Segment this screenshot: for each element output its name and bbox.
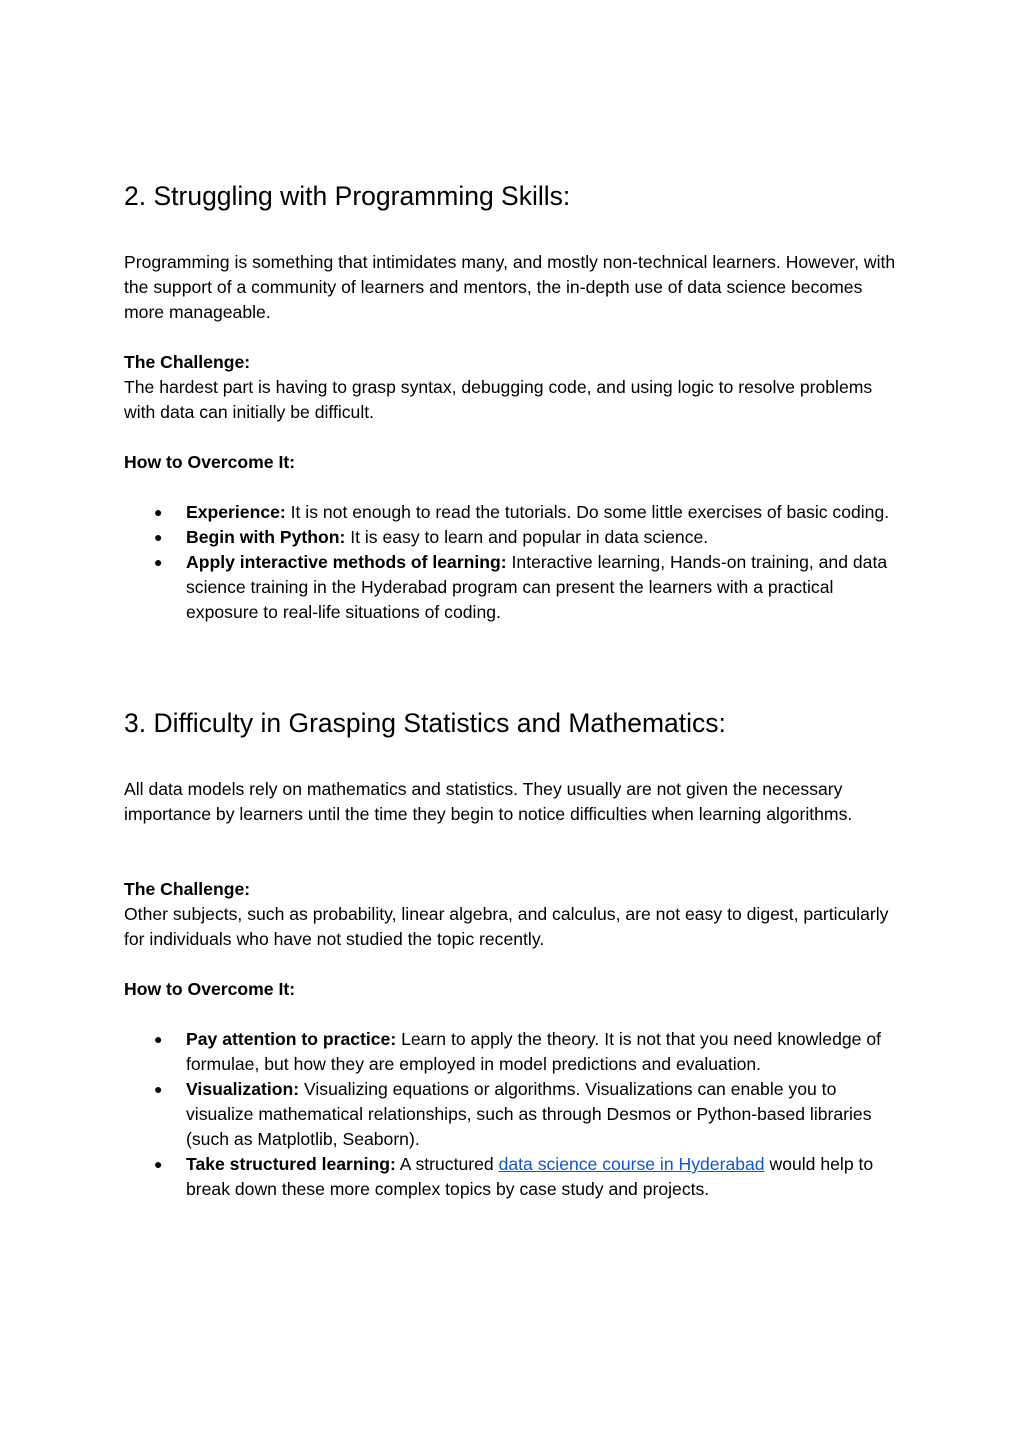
section-3-challenge-text: Other subjects, such as probability, linear algebra, and calculus, are not easy to digest, particularly for individuals who have not studied the topic recently. [124, 904, 889, 949]
bullet-icon: ● [154, 529, 163, 545]
list-item-text: A structured [395, 1154, 499, 1174]
bullet-icon: ● [154, 504, 163, 520]
section-3-overcome-label: How to Overcome It: [124, 979, 296, 999]
list-item [124, 1152, 904, 1202]
list-item [124, 525, 904, 550]
section-3-bullet-list [124, 1027, 904, 1202]
section-2-overcome-label: How to Overcome It: [124, 452, 296, 472]
list-item-text: It is easy to learn and popular in data science. [345, 527, 709, 547]
section-2-heading: 2. Struggling with Programming Skills: [124, 181, 571, 211]
section-3-heading: 3. Difficulty in Grasping Statistics and Mathematics: [124, 708, 726, 738]
section-2-bullet-list [124, 500, 904, 625]
list-item-title: Begin with Python: [186, 527, 346, 547]
list-item-text: Visualizing equations or algorithms. Visualizations can enable you to visualize mathematical relationships, such as through Desmos or Python-based libraries (such as Matplotlib, Seaborn). [186, 1079, 872, 1149]
list-item [124, 500, 904, 525]
list-item-title: Visualization: [186, 1079, 300, 1099]
list-item [124, 1027, 904, 1077]
section-3-intro: All data models rely on mathematics and statistics. They usually are not given the necessary importance by learners until the time they begin to notice difficulties when learning algorithms. [124, 779, 853, 824]
list-item-text: Learn to apply the theory. It is not that you need knowledge of formulae, but how they are employed in model predictions and evaluation. [186, 1029, 882, 1074]
list-item-title: Apply interactive methods of learning: [186, 552, 507, 572]
list-item-title: Pay attention to practice: [186, 1029, 397, 1049]
list-item-text: It is not enough to read the tutorials. Do some little exercises of basic coding. [285, 502, 890, 522]
list-item-title: Take structured learning: [186, 1154, 396, 1174]
section-3-challenge-label: The Challenge: [124, 879, 251, 899]
list-item-title: Experience: [186, 502, 286, 522]
bullet-icon: ● [154, 1031, 163, 1047]
section-2-intro: Programming is something that intimidates many, and mostly non-technical learners. However, with the support of a community of learners and mentors, the in-depth use of data science becomes more manageable. [124, 252, 896, 322]
section-2-challenge-label: The Challenge: [124, 352, 251, 372]
course-link[interactable]: data science course in Hyderabad [498, 1154, 765, 1174]
list-item [124, 550, 904, 625]
bullet-icon: ● [154, 1156, 163, 1172]
bullet-icon: ● [154, 554, 163, 570]
list-item-text: Interactive learning, Hands-on training, and data science training in the Hyderabad program can present the learners with a practical exposure to real-life situations of coding. [186, 552, 888, 622]
list-item-text: would help to break down these more complex topics by case study and projects. [186, 1154, 874, 1199]
bullet-icon: ● [154, 1081, 163, 1097]
section-2-challenge-text: The hardest part is having to grasp syntax, debugging code, and using logic to resolve problems with data can initially be difficult. [124, 377, 873, 422]
list-item [124, 1077, 904, 1152]
